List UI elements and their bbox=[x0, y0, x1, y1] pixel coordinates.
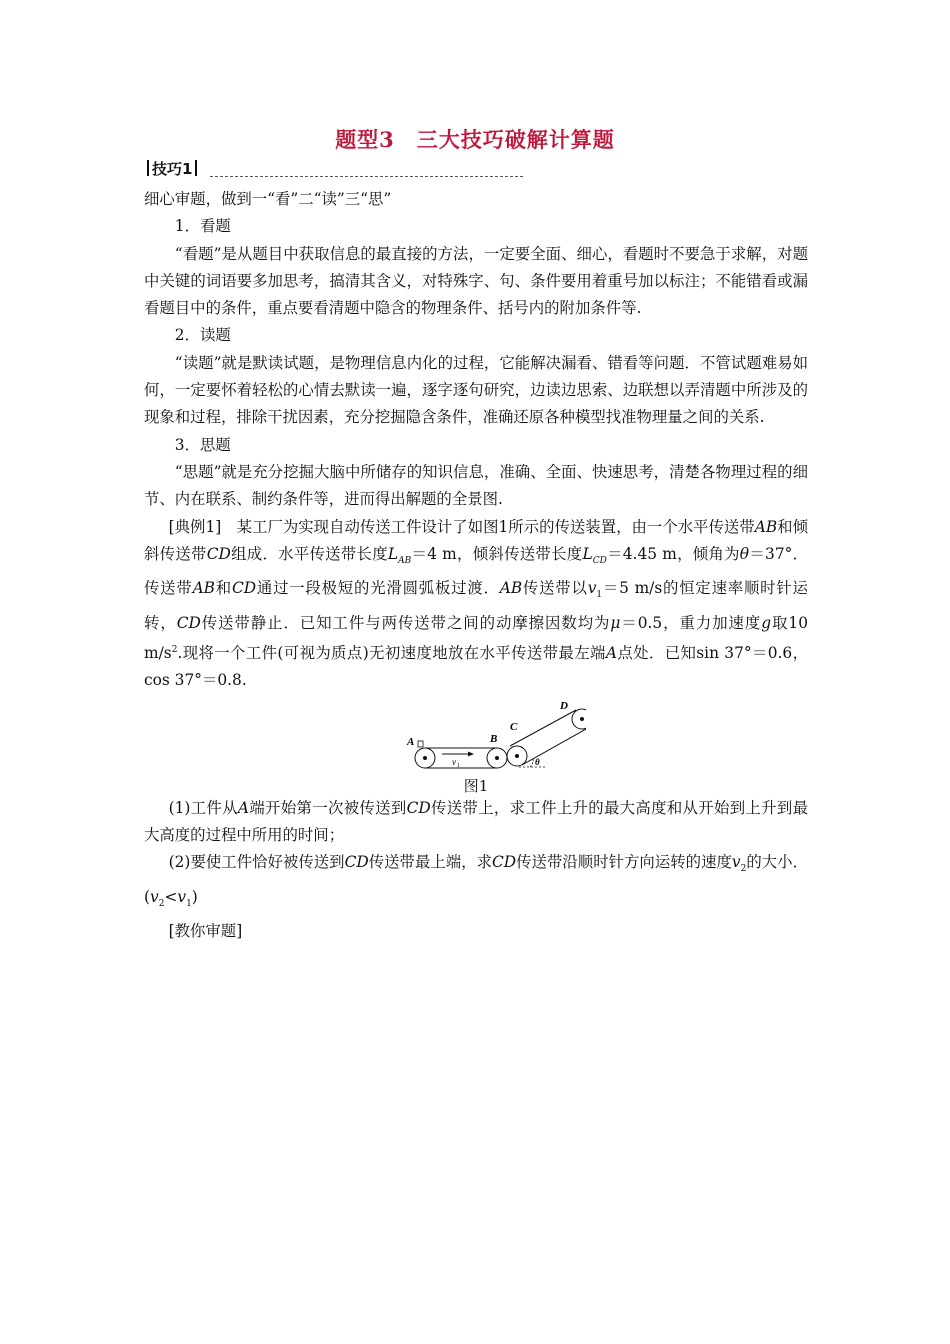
symbol-theta: θ bbox=[739, 544, 750, 563]
example-text: 传送带以 bbox=[522, 579, 588, 598]
question-text: 端开始第一次被传送到 bbox=[249, 798, 407, 817]
question-2 bbox=[144, 849, 808, 918]
document-body bbox=[144, 186, 808, 945]
symbol-v: v bbox=[177, 887, 187, 906]
pulley-axle bbox=[580, 717, 584, 721]
tag-bar-right bbox=[195, 160, 197, 176]
symbol-cd: CD bbox=[344, 853, 369, 872]
pulley-axle bbox=[515, 754, 519, 758]
example-text: 组成．水平传送带长度 bbox=[230, 544, 388, 563]
symbol-ab: AB bbox=[192, 579, 215, 598]
question-text: < bbox=[164, 887, 178, 906]
symbol-sub: 1 bbox=[596, 590, 603, 601]
question-1 bbox=[144, 795, 808, 850]
symbol-cd: CD bbox=[206, 544, 231, 563]
symbol-v: v bbox=[587, 579, 597, 598]
example-text: ＝0.5，重力加速度 bbox=[620, 613, 762, 632]
conveyor-diagram bbox=[406, 701, 586, 777]
example-paragraph bbox=[144, 514, 808, 695]
example-text: 通过一段极短的光滑圆弧板过渡． bbox=[256, 579, 500, 598]
example-text: ＝4 m，倾斜传送带长度 bbox=[411, 544, 583, 563]
symbol-ab: AB bbox=[754, 517, 778, 536]
example-text: ＝4.45 m，倾角为 bbox=[606, 544, 740, 563]
symbol-ab: AB bbox=[499, 579, 523, 598]
example-text: 和 bbox=[215, 579, 232, 598]
question-text: 传送带最上端，求 bbox=[368, 853, 492, 872]
workpiece bbox=[418, 741, 423, 747]
symbol-cd: CD bbox=[406, 798, 431, 817]
symbol-cd: CD bbox=[176, 613, 201, 632]
symbol-cd: CD bbox=[492, 853, 517, 872]
guide-label: [教你审题] bbox=[168, 921, 243, 940]
example-text: 某工厂为实现自动传送工件设计了如图1所示的传送装置，由一个水平传送带 bbox=[236, 517, 755, 536]
item-1-text: “看题”是从题目中获取信息的最直接的方法，一定要全面、细心，看题时不要急于求解，对题中关键的词语要多加思考，搞清其含义，对特殊字、句、条件要用着重号加以标注；不能错看或漏看题目中的条件，重点要看清题中隐含的物理条件、括号内的附加条件等. bbox=[144, 244, 808, 318]
label-b: B bbox=[490, 732, 498, 745]
label-v: v bbox=[452, 756, 456, 767]
symbol-sub: AB bbox=[398, 555, 412, 566]
symbol-sub: 1 bbox=[186, 898, 192, 909]
example-text: 和倾斜传送带 bbox=[144, 517, 808, 563]
symbol-sub: 2 bbox=[158, 898, 165, 909]
label-a: A bbox=[407, 735, 415, 748]
item-2-text: “读题”就是默读试题，是物理信息内化的过程，它能解决漏看、错看等问题．不管试题难易如何，一定要怀着轻松的心情去默读一遍，逐字逐句研究，边读边思索、边联想以弄清题中所涉及的现象和过程，排除干扰因素，充分挖掘隐含条件，准确还原各种模型找准物理量之间的关系. bbox=[144, 353, 808, 427]
intro-line: 细心审题，做到一“看”二“读”三“思” bbox=[144, 190, 392, 208]
label-c: C bbox=[510, 720, 518, 733]
symbol-mu: μ bbox=[610, 613, 621, 632]
example-text: 传送带静止．已知工件与两传送带之间的动摩擦因数均为 bbox=[200, 613, 611, 632]
symbol-a: A bbox=[237, 798, 250, 817]
symbol-sub: 2 bbox=[740, 864, 747, 875]
symbol-l: L bbox=[582, 544, 593, 563]
item-3-text: “思题”就是充分挖掘大脑中所储存的知识信息，准确、全面、快速思考，清楚各物理过程的细节、内在联系、制约条件等，进而得出解题的全景图. bbox=[144, 462, 808, 509]
symbol-cd: CD bbox=[231, 579, 257, 598]
tag-bar-left bbox=[147, 160, 149, 176]
example-text: ＝37°．传送带 bbox=[144, 544, 808, 598]
pulley-axle bbox=[495, 756, 499, 760]
item-1-heading: 1．看题 bbox=[174, 217, 231, 236]
question-text: 传送带沿顺时针方向运转的速度 bbox=[516, 853, 732, 872]
item-2-heading: 2．读题 bbox=[174, 326, 231, 345]
question-text: 的大小．( bbox=[144, 853, 808, 906]
question-text: (1)工件从 bbox=[168, 798, 238, 817]
example-text: .现将一个工件(可视为质点)无初速度地放在水平传送带最左端 bbox=[177, 644, 606, 663]
page-title: 题型3 三大技巧破解计算题 bbox=[335, 127, 615, 152]
symbol-v: v bbox=[731, 853, 741, 872]
label-d: D bbox=[560, 700, 568, 712]
item-3-heading: 3．思题 bbox=[174, 435, 231, 454]
example-label: [典例1] bbox=[168, 517, 222, 536]
symbol-g: g bbox=[761, 613, 772, 632]
figure-caption: 图1 bbox=[463, 776, 489, 795]
example-text: ＝5 m/s的恒定速率顺时针运转， bbox=[144, 579, 808, 632]
question-text: 传送带上，求工件上升的最大高度和从开始到上升到最大高度的过程中所用的时间； bbox=[144, 798, 808, 844]
symbol-a: A bbox=[605, 644, 617, 663]
symbol-sub: CD bbox=[592, 555, 607, 566]
question-text: (2)要使工件恰好被传送到 bbox=[168, 853, 345, 872]
section-divider bbox=[210, 176, 523, 177]
symbol-v: v bbox=[150, 887, 159, 906]
velocity-arrowhead bbox=[468, 751, 474, 756]
symbol-sup: 2 bbox=[171, 644, 178, 655]
label-v-sub: 1 bbox=[457, 762, 460, 769]
example-text: 取10 m/s bbox=[144, 613, 808, 663]
section-tag-label: 技巧1 bbox=[152, 160, 193, 178]
section-tag bbox=[144, 158, 200, 179]
question-text: ) bbox=[191, 887, 198, 906]
example-text: 点处．已知sin 37°＝0.6，cos 37°＝0.8. bbox=[144, 644, 808, 690]
symbol-l: L bbox=[387, 544, 399, 563]
label-theta: θ bbox=[535, 756, 540, 767]
conveyor-figure bbox=[144, 697, 808, 795]
pulley-axle bbox=[423, 756, 427, 760]
